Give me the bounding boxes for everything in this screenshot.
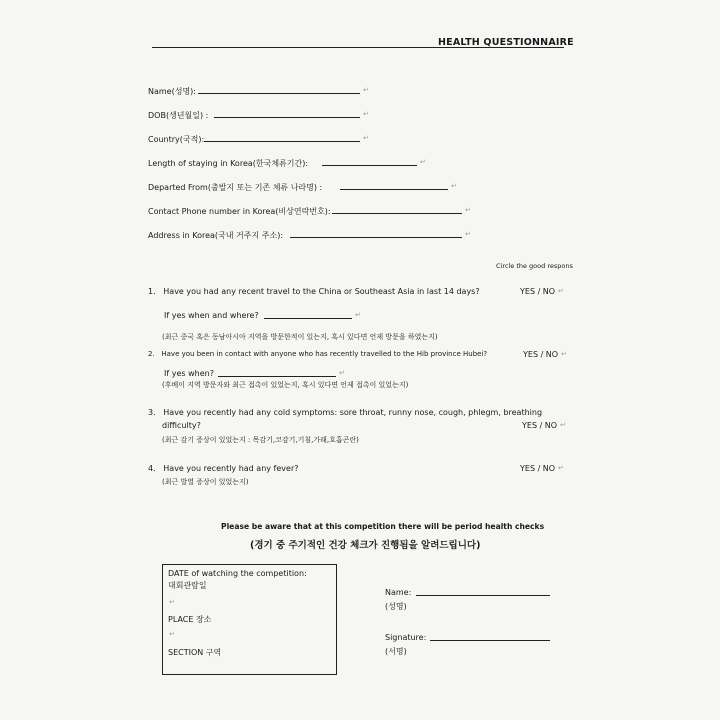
question-4	[148, 464, 298, 473]
document-title: HEALTH QUESTIONNAIRE	[438, 37, 574, 48]
question-number: 4.	[148, 464, 156, 473]
followup-text: If yes when and where?	[164, 311, 259, 320]
instruction-text: Circle the good respons	[496, 262, 573, 270]
question-2	[148, 350, 487, 358]
signature-label: Signature:	[385, 633, 427, 642]
return-mark: ↵	[420, 158, 426, 166]
return-mark: ↵	[363, 134, 369, 142]
notice-english: Please be aware that at this competition there will be period health checks	[221, 522, 545, 531]
place-label: PLACE 장소	[168, 615, 212, 624]
country-label: Country(국적):	[148, 135, 205, 144]
sign-name-field-line[interactable]	[416, 595, 550, 596]
question-number: 3.	[148, 408, 156, 417]
question-text: Have you recently had any cold symptoms: sore throat, runny nose, cough, phlegm, breathing	[163, 408, 543, 417]
return-mark: ↵	[355, 311, 361, 319]
address-label: Address in Korea(국내 거주지 주소):	[148, 231, 284, 240]
departed-from-label: Departed From(출발지 또는 기존 체류 나라명) :	[148, 183, 323, 192]
name-label: Name(성명):	[148, 87, 196, 96]
phone-label: Contact Phone number in Korea(비상연락번호):	[148, 207, 331, 216]
answer-yes-no[interactable]: YES / NO	[522, 421, 558, 430]
return-mark: ↵	[339, 369, 345, 377]
followup-text: If yes when?	[164, 369, 214, 378]
korean-translation: (최근 중국 혹은 동남아시아 지역을 방문한적이 있는지, 혹시 있다면 언제 방문을 하였는지)	[162, 333, 438, 341]
return-mark: ↵	[451, 182, 457, 190]
stay-length-label: Length of staying in Korea(한국체류기간):	[148, 159, 309, 168]
return-mark: ↵	[363, 86, 369, 94]
departed-from-field-line[interactable]	[340, 189, 448, 190]
country-field-line[interactable]	[204, 141, 360, 142]
address-field-line[interactable]	[290, 237, 462, 238]
followup-field-line[interactable]	[218, 376, 336, 377]
name-field-line[interactable]	[198, 93, 360, 94]
sign-name-label: Name:	[385, 588, 412, 597]
question-number: 2.	[148, 350, 155, 358]
return-mark: ↵	[363, 110, 369, 118]
return-mark: ↵	[558, 287, 564, 295]
question-text: Have you had any recent travel to the China or Southeast Asia in last 14 days?	[163, 287, 480, 296]
return-mark: ↵	[560, 421, 566, 429]
signature-field-line[interactable]	[430, 640, 550, 641]
date-korean-label: 대회관람일	[168, 581, 207, 590]
return-mark: ↵	[169, 598, 175, 606]
korean-translation: (최근 발열 증상이 있었는지)	[162, 478, 249, 486]
sign-name-korean: (성명)	[385, 602, 407, 611]
dob-field-line[interactable]	[214, 117, 360, 118]
return-mark: ↵	[561, 350, 567, 358]
answer-yes-no[interactable]: YES / NO	[520, 464, 556, 473]
return-mark: ↵	[465, 230, 471, 238]
return-mark: ↵	[558, 464, 564, 472]
followup-field-line[interactable]	[264, 318, 352, 319]
section-label: SECTION 구역	[168, 648, 222, 657]
return-mark: ↵	[169, 630, 175, 638]
stay-length-field-line[interactable]	[322, 165, 417, 166]
date-label: DATE of watching the competition:	[168, 569, 307, 578]
question-text: Have you recently had any fever?	[163, 464, 299, 473]
phone-field-line[interactable]	[332, 213, 462, 214]
notice-korean: (경기 중 주기적인 건강 체크가 진행됨을 알려드립니다)	[250, 540, 481, 551]
question-text: Have you been in contact with anyone who has recently travelled to the Hib province Hubei?	[161, 350, 488, 358]
question-text-continued: difficulty?	[162, 421, 201, 430]
answer-yes-no[interactable]: YES / NO	[523, 350, 559, 359]
answer-yes-no[interactable]: YES / NO	[520, 287, 556, 296]
dob-label: DOB(생년월일) :	[148, 111, 209, 120]
korean-translation: (최근 감기 증상이 있었는지 : 목감기,코감기,기침,가래,호흡곤란)	[162, 436, 359, 444]
korean-translation: (후베이 지역 방문자와 최근 접촉이 있었는지, 혹시 있다면 언제 접촉이 있었는지)	[162, 381, 409, 389]
question-number: 1.	[148, 287, 156, 296]
question-1	[148, 287, 480, 296]
return-mark: ↵	[465, 206, 471, 214]
question-3	[148, 408, 542, 417]
signature-korean: (서명)	[385, 647, 407, 656]
header-rule	[152, 47, 564, 48]
